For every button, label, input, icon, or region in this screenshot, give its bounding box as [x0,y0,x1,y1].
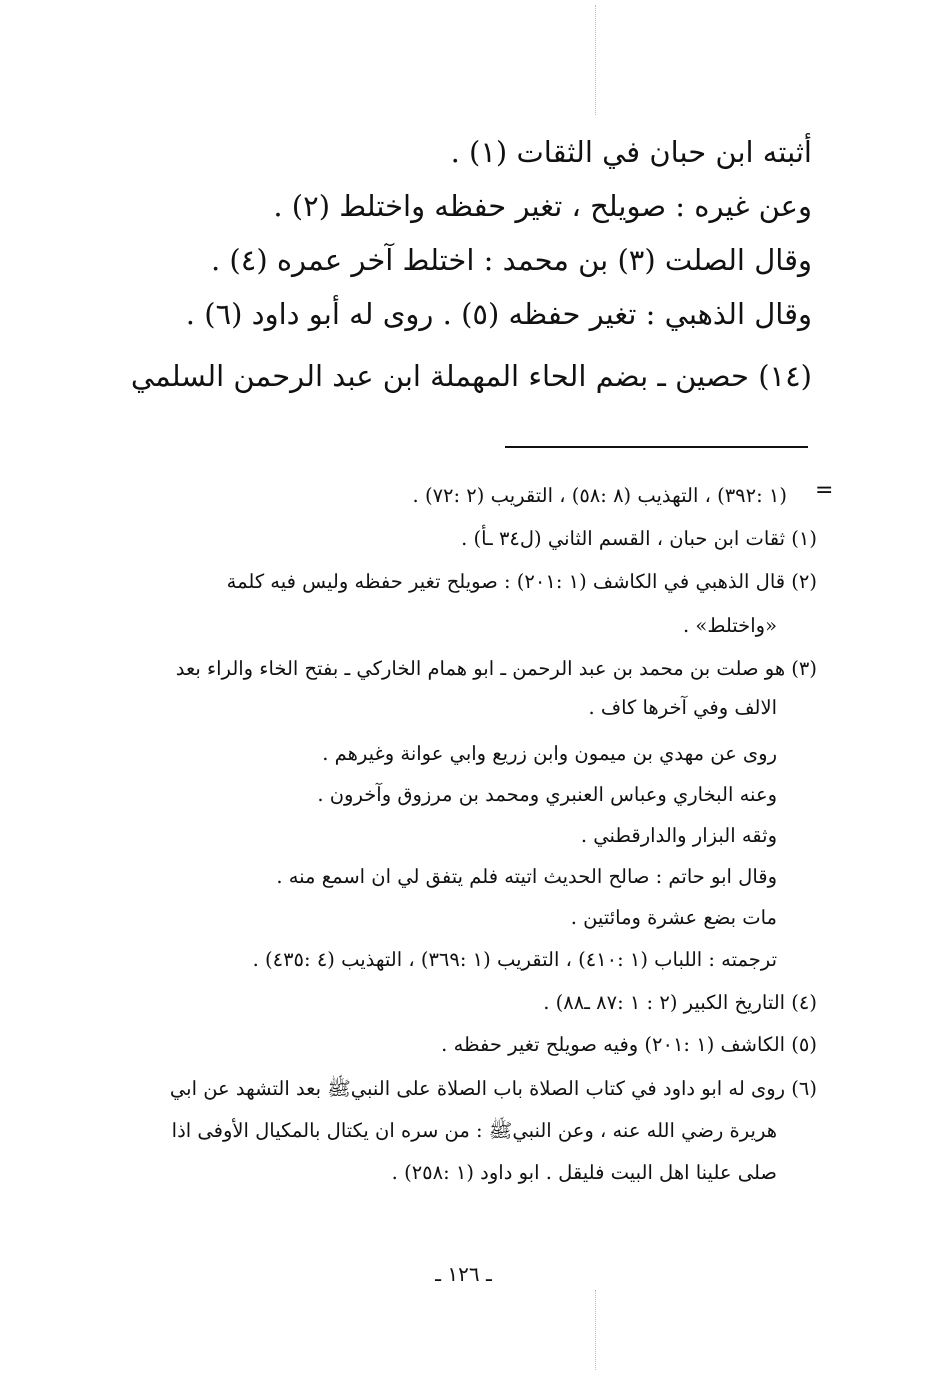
footnote-6-cont: هريرة رضي الله عنه ، وعن النبيﷺ : من سره ان يكتال بالمكيال الأوفى اذا [171,1119,777,1142]
footnote-5: (٥) الكاشف (١ :٢٠١) وفيه صويلح تغير حفظه . [441,1033,817,1056]
footnote-continuation: (١ :٣٩٢) ، التهذيب (٨ :٥٨) ، التقريب (٢ :٧٢) . [412,484,787,507]
main-text-line: وعن غيره : صويلح ، تغير حفظه واختلط (٢) . [273,189,812,223]
scan-artifact-line [595,5,596,115]
footnote-3-cont: الالف وفي آخرها كاف . [588,696,777,719]
main-text-line: أثبته ابن حبان في الثقات (١) . [450,135,812,169]
footnote-6: (٦) روى له ابو داود في كتاب الصلاة باب الصلاة على النبيﷺ بعد التشهد عن ابي [169,1077,817,1100]
footnote-3-line: مات بضع عشرة ومائتين . [570,906,777,929]
continuation-marker: = [815,478,834,503]
footnote-2-cont: «واختلط» . [683,614,777,637]
footnote-3-line: وعنه البخاري وعباس العنبري ومحمد بن مرزوق وآخرون . [317,783,777,806]
main-text-line: وقال الذهبي : تغير حفظه (٥) . روى له أبو داود (٦) . [185,297,812,331]
footnote-2: (٢) قال الذهبي في الكاشف (١ :٢٠١) : صويلح تغير حفظه وليس فيه كلمة [226,570,817,593]
footnote-6-cont: صلى علينا اهل البيت فليقل . ابو داود (١ :٢٥٨) . [391,1161,777,1184]
footnote-3-line: روى عن مهدي بن ميمون وابن زريع وابي عوانة وغيرهم . [322,742,777,765]
entry-heading: (١٤) حصين ـ بضم الحاء المهملة ابن عبد الرحمن السلمي [130,359,812,393]
footnote-3-line: ترجمته : اللباب (١ :٤١٠) ، التقريب (١ :٣٦٩) ، التهذيب (٤ :٤٣٥) . [252,948,777,971]
footnote-1: (١) ثقات ابن حبان ، القسم الثاني (ل٣٤ ـأ) . [461,527,817,550]
footnote-separator [505,446,808,448]
footnote-3: (٣) هو صلت بن محمد بن عبد الرحمن ـ ابو همام الخاركي ـ بفتح الخاء والراء بعد [175,657,817,680]
footnote-4: (٤) التاريخ الكبير (٢ : ١ :٨٧ ـ٨٨) . [543,991,817,1014]
main-text-line: وقال الصلت (٣) بن محمد : اختلط آخر عمره (٤) . [210,243,812,277]
page-number: ـ ١٢٦ ـ [435,1262,492,1286]
scan-artifact-line [595,1290,596,1370]
footnote-3-line: وثقه البزار والدارقطني . [580,824,777,847]
footnote-3-line: وقال ابو حاتم : صالح الحديث اتيته فلم يتفق لي ان اسمع منه . [276,865,777,888]
